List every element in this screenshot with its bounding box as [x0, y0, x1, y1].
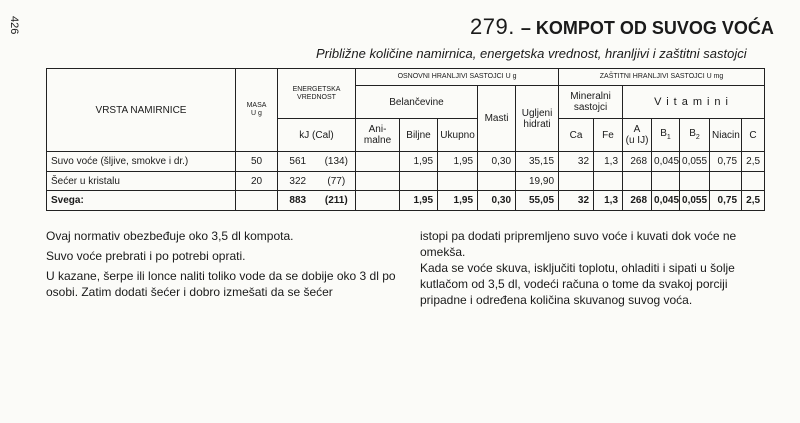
paragraph: U kazane, šerpe ili lonce naliti toliko vode da se dobije oko 3 dl po osobi. Zatim dodati šećer i dobro izmešati da se šećer	[46, 269, 396, 299]
row-plant: 1,95	[400, 152, 438, 172]
header-item: VRSTA NAMIRNICE	[47, 69, 236, 152]
instructions-column-right	[420, 228, 765, 312]
row-ca: 32	[559, 152, 594, 172]
nutrition-table	[46, 68, 765, 211]
row-vit-a: 268	[623, 152, 652, 172]
table-row	[47, 152, 765, 172]
paragraph: Kada se voće skuva, isključiti toplotu, ohladiti i sipati u šolje kutlačom od 3,5 dl, vodeći računa o tome da svakoj porciji pripadne i određena količina skuvanog suvog voća.	[420, 261, 735, 307]
row-cal: (134)	[318, 152, 356, 172]
row-c: 2,5	[742, 152, 765, 172]
header-minerals: Mineralni sastojci	[559, 86, 623, 119]
recipe-name: – KOMPOT OD SUVOG VOĆA	[520, 18, 774, 38]
total-kj: 883	[278, 191, 318, 211]
row-animal	[356, 172, 400, 191]
header-c: C	[742, 119, 765, 152]
total-fats: 0,30	[478, 191, 516, 211]
row-fats: 0,30	[478, 152, 516, 172]
header-plant: Biljne	[400, 119, 438, 152]
row-total-protein	[438, 172, 478, 191]
paragraph: istopi pa dodati pripremljeno suvo voće i kuvati dok voće ne omekša.	[420, 229, 737, 259]
header-proteins: Belančevine	[356, 86, 478, 119]
total-label: Svega:	[47, 191, 236, 211]
row-kj: 322	[278, 172, 318, 191]
row-plant	[400, 172, 438, 191]
recipe-number: 279.	[470, 14, 515, 39]
table-row	[47, 172, 765, 191]
row-carbs: 19,90	[516, 172, 559, 191]
row-fe	[594, 172, 623, 191]
header-mass: MASA U g	[236, 69, 278, 152]
row-b2	[680, 172, 710, 191]
header-fe: Fe	[594, 119, 623, 152]
row-vit-a	[623, 172, 652, 191]
total-niacin: 0,75	[710, 191, 742, 211]
total-fe: 1,3	[594, 191, 623, 211]
row-fats	[478, 172, 516, 191]
header-vitamins: Vitamini	[623, 86, 765, 119]
paragraph: Suvo voće prebrati i po potrebi oprati.	[46, 249, 246, 263]
header-basic-nutrients: OSNOVNI HRANLJIVI SASTOJCI U g	[356, 69, 559, 86]
row-name: Šećer u kristalu	[47, 172, 236, 191]
page-number: 426	[8, 16, 20, 35]
row-mass: 50	[236, 152, 278, 172]
header-b2: $B_2$	[680, 119, 710, 152]
total-carbs: 55,05	[516, 191, 559, 211]
total-plant: 1,95	[400, 191, 438, 211]
header-b1: $B_1$	[652, 119, 680, 152]
header-vit-a: A (u IJ)	[623, 119, 652, 152]
total-cal: (211)	[318, 191, 356, 211]
row-niacin	[710, 172, 742, 191]
header-carbs: Ugljeni hidrati	[516, 86, 559, 152]
total-protein: 1,95	[438, 191, 478, 211]
recipe-subtitle: Približne količine namirnica, energetska vrednost, hranljivi i zaštitni sastojci	[316, 46, 747, 61]
header-animal: Ani- malne	[356, 119, 400, 152]
row-b1	[652, 172, 680, 191]
total-vit-a: 268	[623, 191, 652, 211]
row-animal	[356, 152, 400, 172]
row-fe: 1,3	[594, 152, 623, 172]
header-energy: ENERGETSKA VREDNOST	[278, 69, 356, 119]
table-total-row	[47, 191, 765, 211]
row-c	[742, 172, 765, 191]
total-b2: 0,055	[680, 191, 710, 211]
header-niacin: Niacin	[710, 119, 742, 152]
total-b1: 0,045	[652, 191, 680, 211]
header-ca: Ca	[559, 119, 594, 152]
instructions-column-left	[46, 228, 396, 304]
header-fats: Masti	[478, 86, 516, 152]
row-carbs: 35,15	[516, 152, 559, 172]
total-animal	[356, 191, 400, 211]
row-ca	[559, 172, 594, 191]
total-mass	[236, 191, 278, 211]
header-protective-nutrients: ZAŠTITNI HRANLJIVI SASTOJCI U mg	[559, 69, 765, 86]
row-b1: 0,045	[652, 152, 680, 172]
row-total-protein: 1,95	[438, 152, 478, 172]
row-kj: 561	[278, 152, 318, 172]
total-c: 2,5	[742, 191, 765, 211]
row-name: Suvo voće (šljive, smokve i dr.)	[47, 152, 236, 172]
header-energy-units: kJ (Cal)	[278, 119, 356, 152]
paragraph: Ovaj normativ obezbeđuje oko 3,5 dl kompota.	[46, 229, 294, 243]
recipe-title	[470, 14, 774, 40]
total-ca: 32	[559, 191, 594, 211]
header-total-protein: Ukupno	[438, 119, 478, 152]
row-niacin: 0,75	[710, 152, 742, 172]
row-mass: 20	[236, 172, 278, 191]
row-b2: 0,055	[680, 152, 710, 172]
row-cal: (77)	[318, 172, 356, 191]
